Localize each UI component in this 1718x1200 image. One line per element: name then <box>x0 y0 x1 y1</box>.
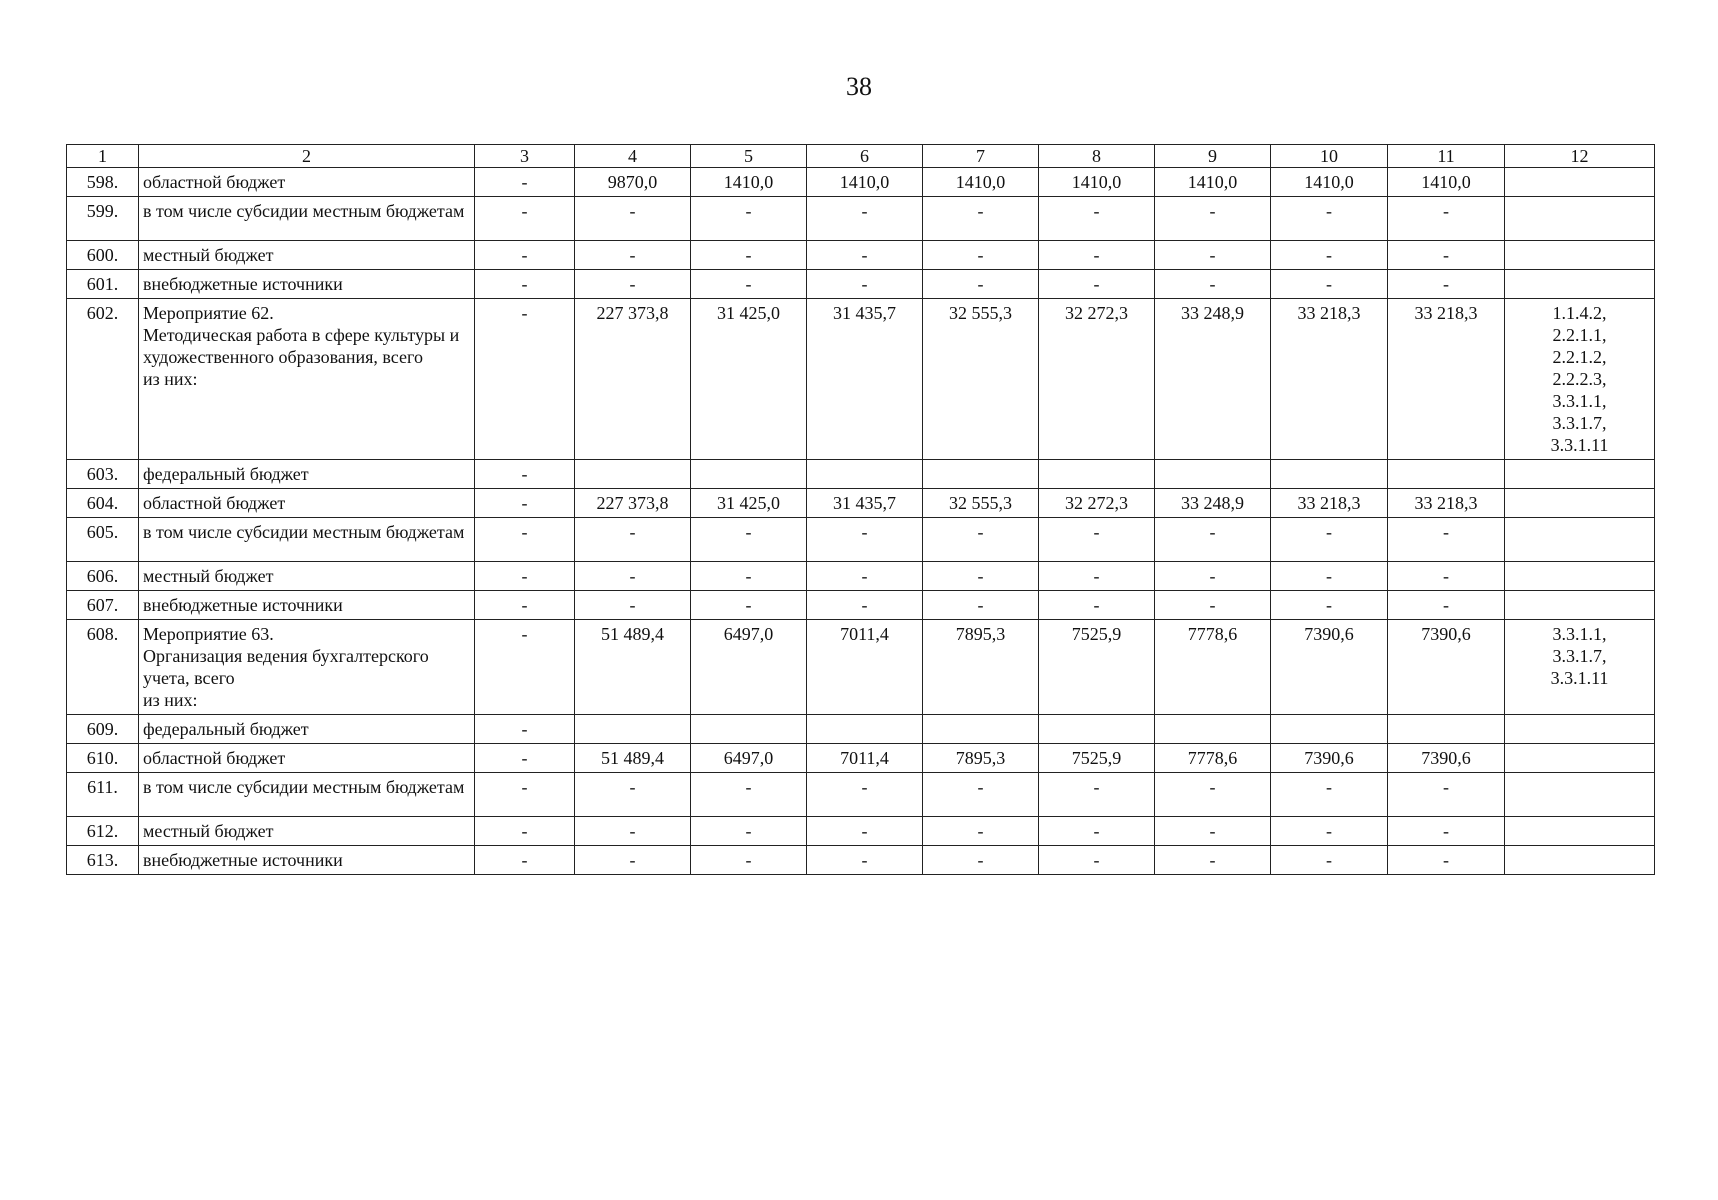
value-cell: - <box>575 591 691 620</box>
value-cell: - <box>807 518 923 562</box>
value-cell: 7778,6 <box>1155 620 1271 715</box>
value-cell: 1410,0 <box>923 168 1039 197</box>
table-row <box>67 773 1655 817</box>
value-cell <box>807 460 923 489</box>
table-row <box>67 562 1655 591</box>
value-cell: - <box>923 773 1039 817</box>
value-cell: - <box>923 846 1039 875</box>
value-cell: - <box>475 460 575 489</box>
row-name: внебюджетные источники <box>139 270 475 299</box>
value-cell: - <box>807 562 923 591</box>
value-cell: 7390,6 <box>1388 620 1505 715</box>
value-cell: 32 555,3 <box>923 299 1039 460</box>
row-name: федеральный бюджет <box>139 715 475 744</box>
value-cell: - <box>1271 817 1388 846</box>
value-cell: - <box>1155 846 1271 875</box>
value-cell <box>691 460 807 489</box>
table-row <box>67 270 1655 299</box>
table-row <box>67 299 1655 460</box>
value-cell: 7778,6 <box>1155 744 1271 773</box>
value-cell: - <box>1039 197 1155 241</box>
value-cell: - <box>1388 817 1505 846</box>
column-header: 8 <box>1039 145 1155 168</box>
column-header: 5 <box>691 145 807 168</box>
column-header: 11 <box>1388 145 1505 168</box>
value-cell: 51 489,4 <box>575 744 691 773</box>
value-cell: - <box>1039 773 1155 817</box>
value-cell <box>575 460 691 489</box>
table-row <box>67 197 1655 241</box>
value-cell: 1410,0 <box>1271 168 1388 197</box>
value-cell: 7011,4 <box>807 620 923 715</box>
value-cell: - <box>1271 270 1388 299</box>
value-cell: - <box>575 562 691 591</box>
value-cell: - <box>1039 591 1155 620</box>
value-cell: 1410,0 <box>1388 168 1505 197</box>
column-header: 9 <box>1155 145 1271 168</box>
value-cell: - <box>691 518 807 562</box>
value-cell: 33 248,9 <box>1155 299 1271 460</box>
value-cell: - <box>1271 197 1388 241</box>
value-cell: - <box>691 773 807 817</box>
value-cell: 31 425,0 <box>691 489 807 518</box>
value-cell: 7390,6 <box>1271 620 1388 715</box>
table-row <box>67 817 1655 846</box>
value-cell: - <box>1039 817 1155 846</box>
reference-cell <box>1505 460 1655 489</box>
value-cell: - <box>807 846 923 875</box>
reference-code: 3.3.1.11 <box>1550 668 1609 688</box>
column-header: 6 <box>807 145 923 168</box>
value-cell: 7525,9 <box>1039 620 1155 715</box>
value-cell: - <box>475 620 575 715</box>
row-number: 604. <box>67 489 139 518</box>
table-row <box>67 846 1655 875</box>
reference-cell <box>1505 241 1655 270</box>
reference-code: 3.3.1.1, <box>1552 624 1607 644</box>
value-cell: - <box>807 817 923 846</box>
value-cell: 227 373,8 <box>575 489 691 518</box>
table-row <box>67 620 1655 715</box>
value-cell <box>1388 460 1505 489</box>
reference-cell <box>1505 168 1655 197</box>
value-cell: - <box>475 270 575 299</box>
value-cell: 32 555,3 <box>923 489 1039 518</box>
value-cell: - <box>475 197 575 241</box>
column-header: 1 <box>67 145 139 168</box>
value-cell: - <box>1388 270 1505 299</box>
budget-table <box>66 144 1655 875</box>
value-cell: - <box>475 773 575 817</box>
value-cell: - <box>475 168 575 197</box>
value-cell: - <box>923 197 1039 241</box>
value-cell: 1410,0 <box>691 168 807 197</box>
value-cell: - <box>475 744 575 773</box>
value-cell: - <box>923 270 1039 299</box>
value-cell: 7390,6 <box>1388 744 1505 773</box>
row-number: 599. <box>67 197 139 241</box>
value-cell: - <box>575 817 691 846</box>
value-cell: - <box>1155 241 1271 270</box>
value-cell: - <box>1039 241 1155 270</box>
value-cell: - <box>691 241 807 270</box>
reference-cell <box>1505 489 1655 518</box>
value-cell: 7390,6 <box>1271 744 1388 773</box>
value-cell: - <box>575 241 691 270</box>
value-cell: 31 435,7 <box>807 489 923 518</box>
value-cell: - <box>475 299 575 460</box>
row-name: в том числе субсидии местным бюджетам <box>139 518 475 562</box>
value-cell: - <box>1271 241 1388 270</box>
reference-cell <box>1505 518 1655 562</box>
value-cell <box>923 460 1039 489</box>
reference-code: 2.2.2.3, <box>1552 369 1607 389</box>
value-cell: - <box>1155 591 1271 620</box>
value-cell <box>691 715 807 744</box>
value-cell: - <box>1155 773 1271 817</box>
reference-code: 2.2.1.1, <box>1552 325 1607 345</box>
row-name: Мероприятие 62. Методическая работа в сфере культуры и художественного образования, всего из них: <box>139 299 475 460</box>
row-name: внебюджетные источники <box>139 846 475 875</box>
page-number: 38 <box>846 72 872 101</box>
value-cell: - <box>475 241 575 270</box>
value-cell: - <box>1271 591 1388 620</box>
table-body <box>67 168 1655 875</box>
value-cell: - <box>923 518 1039 562</box>
value-cell: 33 218,3 <box>1271 489 1388 518</box>
value-cell: 227 373,8 <box>575 299 691 460</box>
table-row <box>67 460 1655 489</box>
reference-code: 1.1.4.2, <box>1552 303 1607 323</box>
value-cell: - <box>807 197 923 241</box>
value-cell <box>923 715 1039 744</box>
reference-cell <box>1505 773 1655 817</box>
value-cell: - <box>575 197 691 241</box>
value-cell: - <box>1388 518 1505 562</box>
value-cell: 32 272,3 <box>1039 489 1155 518</box>
row-name: в том числе субсидии местным бюджетам <box>139 773 475 817</box>
value-cell: 7525,9 <box>1039 744 1155 773</box>
reference-code: 3.3.1.11 <box>1550 435 1609 455</box>
value-cell: - <box>1155 562 1271 591</box>
value-cell: 33 218,3 <box>1388 299 1505 460</box>
value-cell: - <box>1271 562 1388 591</box>
row-name: областной бюджет <box>139 744 475 773</box>
row-name: местный бюджет <box>139 817 475 846</box>
value-cell <box>1271 460 1388 489</box>
value-cell: - <box>807 591 923 620</box>
reference-code: 3.3.1.7, <box>1552 646 1607 666</box>
value-cell: - <box>1155 270 1271 299</box>
value-cell: - <box>1039 562 1155 591</box>
table-row <box>67 591 1655 620</box>
value-cell: - <box>475 715 575 744</box>
row-number: 613. <box>67 846 139 875</box>
value-cell: - <box>1388 591 1505 620</box>
value-cell: - <box>923 591 1039 620</box>
value-cell: - <box>1155 817 1271 846</box>
table-row <box>67 518 1655 562</box>
value-cell: - <box>475 591 575 620</box>
value-cell: - <box>575 270 691 299</box>
reference-cell <box>1505 744 1655 773</box>
value-cell: - <box>475 562 575 591</box>
row-number: 598. <box>67 168 139 197</box>
reference-cell <box>1505 197 1655 241</box>
table-row <box>67 715 1655 744</box>
reference-cell <box>1505 715 1655 744</box>
reference-code: 3.3.1.1, <box>1552 391 1607 411</box>
value-cell: 6497,0 <box>691 620 807 715</box>
value-cell: 7895,3 <box>923 744 1039 773</box>
value-cell <box>575 715 691 744</box>
value-cell: 6497,0 <box>691 744 807 773</box>
value-cell: - <box>1388 197 1505 241</box>
value-cell: - <box>807 241 923 270</box>
column-header: 7 <box>923 145 1039 168</box>
row-number: 607. <box>67 591 139 620</box>
value-cell: - <box>1388 241 1505 270</box>
value-cell: - <box>475 518 575 562</box>
value-cell: 1410,0 <box>807 168 923 197</box>
column-header: 12 <box>1505 145 1655 168</box>
row-name: федеральный бюджет <box>139 460 475 489</box>
row-name: областной бюджет <box>139 168 475 197</box>
value-cell: - <box>691 562 807 591</box>
value-cell <box>807 715 923 744</box>
row-number: 602. <box>67 299 139 460</box>
value-cell: 31 425,0 <box>691 299 807 460</box>
value-cell: - <box>1155 197 1271 241</box>
value-cell: 33 218,3 <box>1388 489 1505 518</box>
value-cell: - <box>1271 518 1388 562</box>
reference-cell <box>1505 562 1655 591</box>
value-cell: - <box>1388 846 1505 875</box>
value-cell: 1410,0 <box>1039 168 1155 197</box>
value-cell <box>1271 715 1388 744</box>
value-cell: - <box>807 773 923 817</box>
value-cell <box>1155 715 1271 744</box>
table-header-row <box>67 145 1655 168</box>
value-cell: 51 489,4 <box>575 620 691 715</box>
value-cell <box>1039 715 1155 744</box>
reference-cell <box>1505 270 1655 299</box>
reference-cell <box>1505 620 1655 715</box>
value-cell: - <box>1039 270 1155 299</box>
value-cell: 1410,0 <box>1155 168 1271 197</box>
value-cell: - <box>575 773 691 817</box>
value-cell: - <box>1271 846 1388 875</box>
value-cell: 33 248,9 <box>1155 489 1271 518</box>
value-cell: - <box>575 846 691 875</box>
row-name: местный бюджет <box>139 562 475 591</box>
value-cell: - <box>1155 518 1271 562</box>
value-cell: 7011,4 <box>807 744 923 773</box>
value-cell: - <box>923 241 1039 270</box>
row-number: 600. <box>67 241 139 270</box>
table-row <box>67 489 1655 518</box>
value-cell: - <box>691 197 807 241</box>
value-cell <box>1155 460 1271 489</box>
value-cell: - <box>475 817 575 846</box>
value-cell: - <box>1388 562 1505 591</box>
row-number: 606. <box>67 562 139 591</box>
reference-cell <box>1505 846 1655 875</box>
table-row <box>67 744 1655 773</box>
row-number: 608. <box>67 620 139 715</box>
row-name: Мероприятие 63. Организация ведения бухгалтерского учета, всего из них: <box>139 620 475 715</box>
value-cell: - <box>475 846 575 875</box>
reference-code: 2.2.1.2, <box>1552 347 1607 367</box>
column-header: 3 <box>475 145 575 168</box>
value-cell: - <box>691 846 807 875</box>
row-name: в том числе субсидии местным бюджетам <box>139 197 475 241</box>
table-row <box>67 168 1655 197</box>
value-cell: - <box>691 817 807 846</box>
value-cell: - <box>923 817 1039 846</box>
row-number: 612. <box>67 817 139 846</box>
row-number: 611. <box>67 773 139 817</box>
row-name: местный бюджет <box>139 241 475 270</box>
value-cell: - <box>1271 773 1388 817</box>
column-header: 2 <box>139 145 475 168</box>
value-cell: 9870,0 <box>575 168 691 197</box>
value-cell: - <box>923 562 1039 591</box>
value-cell: 32 272,3 <box>1039 299 1155 460</box>
row-number: 603. <box>67 460 139 489</box>
value-cell: 7895,3 <box>923 620 1039 715</box>
value-cell: - <box>691 270 807 299</box>
row-number: 610. <box>67 744 139 773</box>
reference-cell <box>1505 591 1655 620</box>
value-cell: 31 435,7 <box>807 299 923 460</box>
value-cell: - <box>1388 773 1505 817</box>
value-cell: - <box>1039 846 1155 875</box>
value-cell: - <box>1039 518 1155 562</box>
row-name: внебюджетные источники <box>139 591 475 620</box>
column-header: 4 <box>575 145 691 168</box>
row-number: 609. <box>67 715 139 744</box>
row-number: 601. <box>67 270 139 299</box>
value-cell: - <box>691 591 807 620</box>
value-cell: - <box>575 518 691 562</box>
value-cell: 33 218,3 <box>1271 299 1388 460</box>
value-cell: - <box>475 489 575 518</box>
column-header: 10 <box>1271 145 1388 168</box>
value-cell: - <box>807 270 923 299</box>
value-cell <box>1039 460 1155 489</box>
reference-cell <box>1505 817 1655 846</box>
row-name: областной бюджет <box>139 489 475 518</box>
row-number: 605. <box>67 518 139 562</box>
reference-cell <box>1505 299 1655 460</box>
value-cell <box>1388 715 1505 744</box>
table-row <box>67 241 1655 270</box>
reference-code: 3.3.1.7, <box>1552 413 1607 433</box>
